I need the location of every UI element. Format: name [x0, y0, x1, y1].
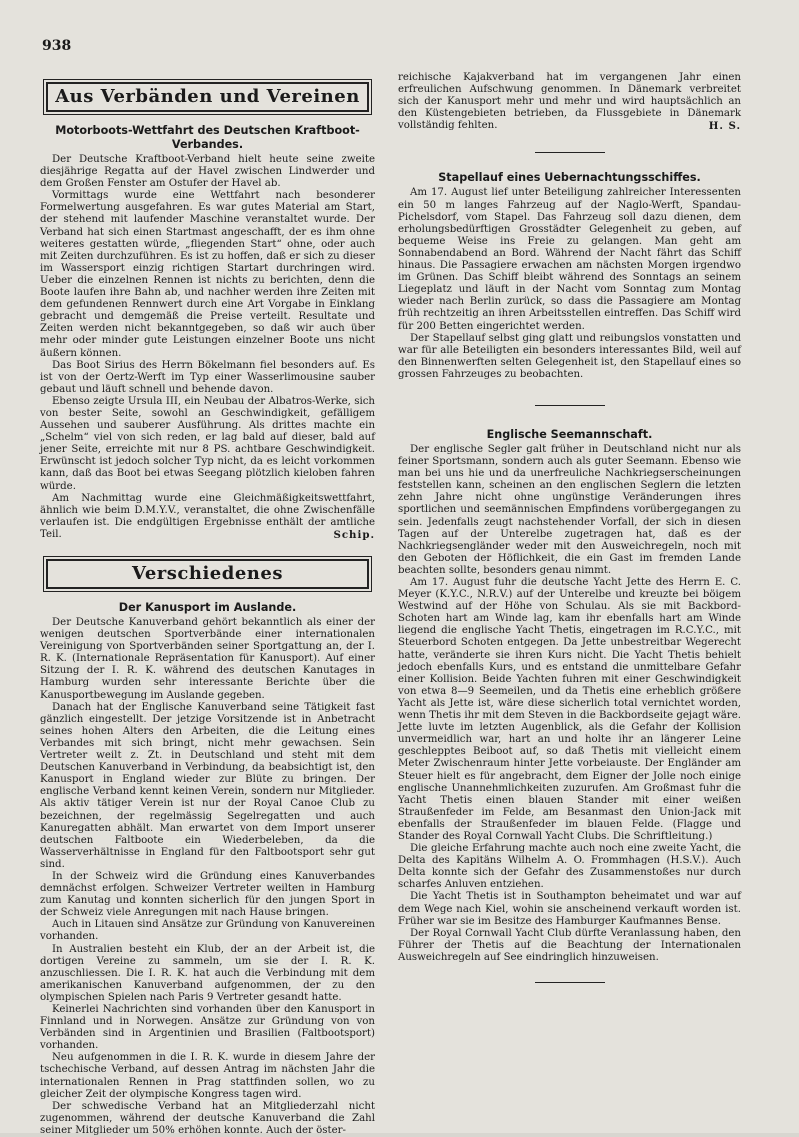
paragraph: Neu aufgenommen in die I. R. K. wurde in diesem Jahre der tschechische Verband, auf dessen Antrag im nächsten Jahr die internationalen Rennen in Prag stattfinden sollen, wo zu gleicher Zeit der olympische Kongress tagen wird. — [40, 1052, 375, 1100]
paragraph: Der Stapellauf selbst ging glatt und reibungslos vonstatten und war für alle Beteiligten ein besonders interessantes Bild, weil auf den Binnenwerften selten Gelegenheit ist, den Stapellauf eines so grossen Fahrzeuges zu beobachten. — [398, 332, 741, 380]
article-body-kanusport — [40, 617, 375, 1137]
paragraph: Danach hat der Englische Kanuverband seine Tätigkeit fast gänzlich eingestellt. Der jetzige Vorsitzende ist in Anbetracht seines hohen Alters den Arbeiten, die die Leitung eines Verbandes mit sich bringt, nicht mehr gewachsen. Sein Vertreter weilt z. Zt. in Deutschland und steht mit dem Deutschen Kanuverband in Verbindung, da beabsichtigt ist, den Kanusport in England wieder zur Blüte zu bringen. Der englische Verband kennt keinen Verein, sondern nur Mitglieder. Als aktiv tätiger Verein ist nur der Royal Canoe Club zu bezeichnen, der regelmässig Segelregatten und auch Kanuregatten abhält. Man erwartet von dem Import unserer deutschen Faltboote ein Wiederbeleben, da die Wasserverhältnisse in England für den Faltbootsport sehr gut sind. — [40, 701, 375, 870]
paragraph-text: Am Nachmittag wurde eine Gleichmäßigkeitswettfahrt, ähnlich wie beim D.M.Y.V., veranstaltet, die ohne Zwischenfälle verlaufen ist. Die endgültigen Ergebnisse enthält der amtliche Teil. — [40, 492, 375, 540]
paragraph-text: reichische Kajakverband hat im vergangenen Jahr einen erfreulichen Aufschwung genommen. In Dänemark verbreitet sich der Kanusport mehr und mehr und wird hauptsächlich an den Küstengebieten betrieben, da Flussgebiete in Dänemark vollständig fehlten. — [398, 72, 741, 132]
divider-rule — [535, 152, 605, 153]
right-column — [398, 72, 741, 1001]
page-number: 938 — [42, 38, 72, 54]
paragraph: Auch in Litauen sind Ansätze zur Gründung von Kanuvereinen vorhanden. — [40, 919, 375, 943]
paragraph: In der Schweiz wird die Gründung eines Kanuverbandes demnächst erfolgen. Schweizer Vertreter weilten in Hamburg zum Kanutag und konnten sicherlich für den jungen Sport in der Schweiz viele Anregungen mit nach Hause bringen. — [40, 870, 375, 919]
paragraph: Der Deutsche Kraftboot-Verband hielt heute seine zweite diesjährige Regatta auf der Havel zwischen Lindwerder und dem Großen Fenster am Ostufer der Havel ab. — [40, 154, 375, 190]
paragraph: Am 17. August fuhr die deutsche Yacht Jette des Herrn E. C. Meyer (K.Y.C., N.R.V.) auf der Unterelbe und kreuzte bei böigem Westwind auf der Höhe von Schulau. Als sie mit Backbord-Schoten hart am Winde lag, kam ihr ebenfalls hart am Winde liegend die englische Yacht Thetis, eingetragen im R.C.Y.C., mit Steuerbord Schoten entgegen. Da Jette unbestreitbar Wegerecht hatte, veränderte sie ihren Kurs nicht. Die Yacht Thetis behielt jedoch ebenfalls Kurs, und es entstand die unmittelbare Gefahr einer Kollision. Beide Yachten fuhren mit einer Geschwindigkeit von etwa 8—9 Seemeilen, und da Thetis eine erheblich größere Yacht als Jette ist, wäre diese sicherlich total vernichtet worden, wenn Thetis ihr mit dem Steven in die Backbordseite gejagt wäre. Jette luvte im letzten Augenblick, als die Gefahr der Kollision unvermeidlich war, hart an und holte ihr an längerer Leine geschlepptes Beiboot auf, so daß Thetis mit vielleicht einem Meter Zwischenraum hinter Jette vorbeiauste. Der Engländer am Steuer hielt es für angebracht, dem Eigner der Jolle noch einige englische Unannehmlichkeiten zuzurufen. Am Großmast fuhr die Yacht Thetis einen blauen Stander mit einer weißen Straußenfeder im Felde, am Besanmast den Union-Jack mit ebenfalls der Straußenfeder im blauen Felde. (Flagge und Stander des Royal Cornwall Yacht Clubs. Die Schriftleitung.) — [398, 577, 741, 842]
paragraph: Der englische Segler galt früher in Deutschland nicht nur als feiner Sportsmann, sondern auch als guter Seemann. Ebenso wie man bei uns hie und da unerfreuliche Nachkriegserscheinungen feststellen kann, scheinen an den englischen Seglern die letzten zehn Jahre nicht ohne ungünstige Veränderungen ihres sportlichen und seemännischen Empfindens vorübergegangen zu sein. Jedenfalls zeugt nachstehender Vorfall, der sich in diesen Tagen auf der Unterelbe zugetragen hat, daß es der Nachkriegsengländer weder mit den Ausweichregeln, noch mit den Geboten der Höflichkeit, die ein Gast im fremden Lande beachten sollte, besonders genau nimmt. — [398, 443, 741, 576]
paragraph: In Australien besteht ein Klub, der an der Arbeit ist, die dortigen Vereine zu sammeln, um sie der I. R. K. anzuschliessen. Die I. R. K. hat auch die Verbindung mit dem amerikanischen Kanuverband aufgenommen, der zu den olympischen Spielen nach Paris 9 Vertreter gesandt hatte. — [40, 943, 375, 1003]
paragraph: Ebenso zeigte Ursula III, ein Neubau der Albatros-Werke, sich von bester Seite, sowohl an Geschwindigkeit, gefälligem Aussehen und sauberer Ausführung. Als drittes machte ein „Schelm“ viel von sich reden, er lag bald auf dieser, bald auf jener Seite, erreichte mit nur 8 PS. achtbare Geschwindigkeit. Erwünscht ist jedoch solcher Typ nicht, da es leicht vorkommen kann, daß das Boot bei etwas Seegang plötzlich kieloben fahren würde. — [40, 395, 375, 492]
paragraph: Keinerlei Nachrichten sind vorhanden über den Kanusport in Finnland und in Norwegen. Ansätze zur Gründung von von Verbänden sind in Argentinien und Brasilien (Faltbootsport) vorhanden. — [40, 1004, 375, 1052]
signature-schip: Schip. — [333, 528, 375, 541]
paragraph: Der Deutsche Kanuverband gehört bekanntlich als einer der wenigen deutschen Sportverbände einer internationalen Vereinigung von Sportverbänden seiner Sportgattung an, der I. R. K. (Internationale Repräsentation für Kanusport). Auf einer Sitzung der I. R. K. während des deutschen Kanutages in Hamburg wurden sehr interessante Berichte über die Kanusportbewegung im Auslande gegeben. — [40, 617, 375, 701]
paragraph: Am 17. August lief unter Beteiligung zahlreicher Interessenten ein 50 m langes Fahrzeug auf der Naglo-Werft, Spandau-Pichelsdorf, vom Stapel. Das Fahrzeug soll dazu dienen, dem erholungsbedürftigen Grosstädter Gelegenheit zu geben, auf bequeme Weise ins Freie zu gelangen. Man geht am Sonnabendabend an Bord. Während der Nacht fährt das Schiff hinaus. Die Passagiere erwachen am nächsten Morgen irgendwo im Grünen. Das Schiff bleibt während des Sonntags an seinem Liegeplatz und läuft in der Nacht vom Sonntag zum Montag wieder nach Berlin zurück, so dass die Passagiere am Montag früh rechtzeitig an ihren Arbeitsstellen eintreffen. Das Schiff wird für 200 Betten eingerichtet werden. — [398, 187, 741, 332]
article-title-motorboot: Motorboots-Wettfahrt des Deutschen Kraftboot-Verbandes. — [55, 124, 360, 151]
article-title-stapellauf: Stapellauf eines Uebernachtungsschiffes. — [438, 171, 701, 185]
paragraph: Die Yacht Thetis ist in Southampton beheimatet und war auf dem Wege nach Kiel, wohin sie anscheinend verkauft worden ist. Früher war sie im Besitze des Hamburger Kaufmannes Bense. — [398, 891, 741, 927]
divider-rule — [535, 982, 605, 983]
article-body-motorboot — [40, 154, 375, 541]
paragraph: Der schwedische Verband hat an Mitgliederzahl nicht zugenommen, während der deutsche Kanuverband die Zahl seiner Mitglieder um 50% erhöhen konnte. Auch der öster- — [40, 1100, 375, 1136]
continuation-paragraph — [398, 72, 741, 132]
paragraph — [40, 493, 375, 541]
signature-hs: H. S. — [708, 120, 741, 133]
divider-rule — [535, 405, 605, 406]
paragraph: Das Boot Sirius des Herrn Bökelmann fiel besonders auf. Es ist von der Oertz-Werft im Typ einer Wasserlimousine sauber gebaut und läuft schnell und behende davon. — [40, 359, 375, 395]
article-title-seemannschaft: Englische Seemannschaft. — [486, 427, 653, 441]
section-heading-verbaende: Aus Verbänden und Vereinen — [46, 82, 369, 112]
paragraph: Vormittags wurde eine Wettfahrt nach besonderer Formelwertung ausgefahren. Es war gutes Material am Start, der stehend mit laufender Maschine veranstaltet wurde. Der Verband hat sich einen Startmast angeschafft, der es ihm ohne weiteres gestatten würde, „fliegenden Start“ ohne, oder auch mit Zeiten durchzuführen. Es ist zu hoffen, daß er sich zu dieser im Wassersport einzig richtigen Startart durchringen wird. Ueber die einzelnen Rennen ist nichts zu berichten, denn die Boote laufen ihre Bahn ab, und nachher werden ihre Zeiten mit dem gefundenen Rennwert durch eine Art Vorgabe in Einklang gebracht und demgemäß die Preise verteilt. Resultate und Zeiten werden nicht bekanntgegeben, so daß wir auch über mehr oder minder gute Leistungen einzelner Boote uns nicht äußern können. — [40, 190, 375, 359]
article-body-seemannschaft — [398, 444, 741, 964]
section-heading-verschiedenes: Verschiedenes — [46, 559, 369, 589]
paragraph: Die gleiche Erfahrung machte auch noch eine zweite Yacht, die Delta des Kapitäns Wilhelm A. O. Frommhagen (H.S.V.). Auch Delta konnte sich der Gefahr des Zusammenstoßes nur durch scharfes Anluven entziehen. — [398, 843, 741, 891]
article-title-kanusport: Der Kanusport im Auslande. — [118, 601, 297, 614]
article-body-stapellauf — [398, 187, 741, 381]
left-column — [40, 72, 375, 1137]
paragraph: Der Royal Cornwall Yacht Club dürfte Veranlassung haben, den Führer der Thetis auf die Beachtung der Internationalen Ausweichregeln auf See eindringlich hinzuweisen. — [398, 927, 741, 963]
